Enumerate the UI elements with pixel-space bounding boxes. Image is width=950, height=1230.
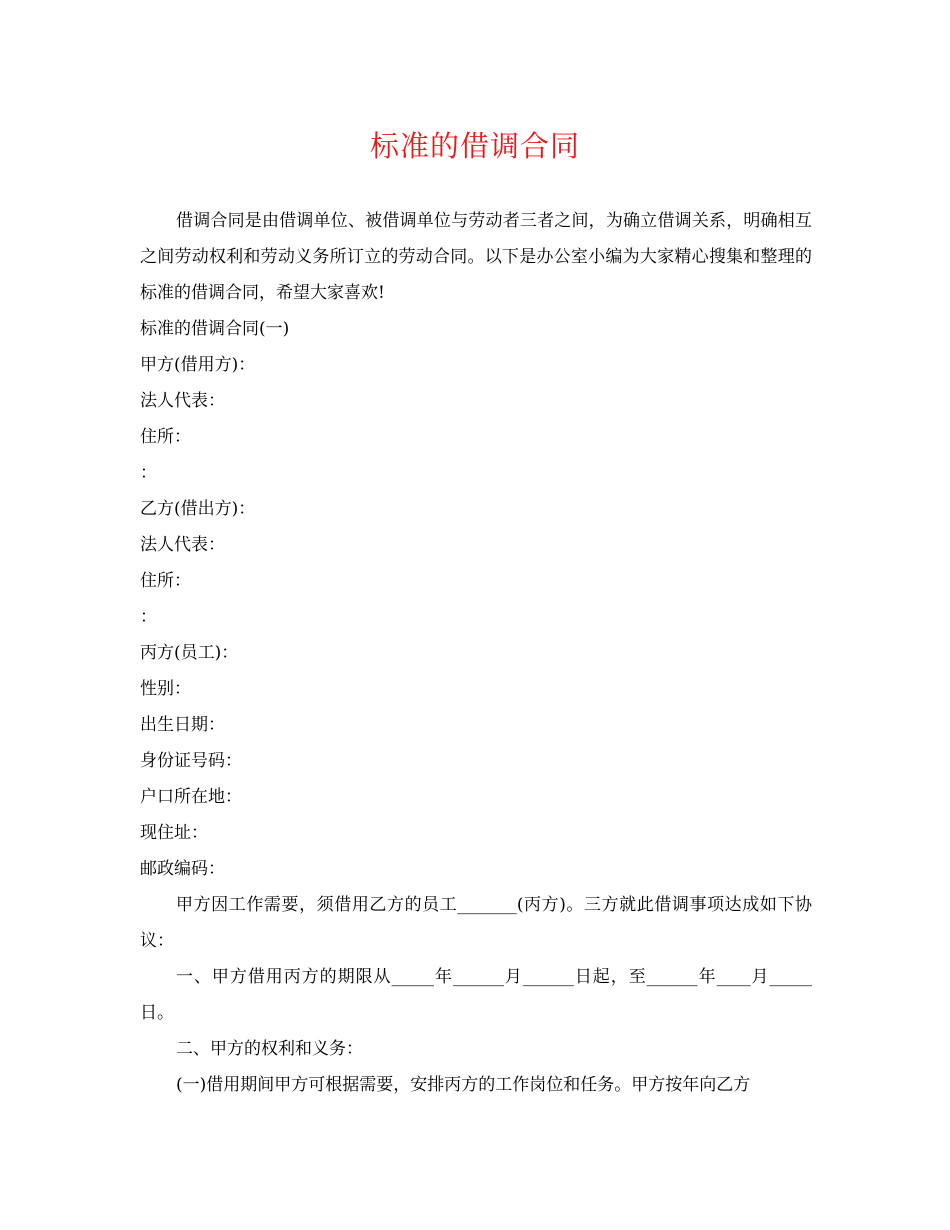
party-a-label: 甲方(借用方)：: [140, 355, 256, 375]
party-c-birth-date: 出生日期：: [140, 715, 225, 735]
party-c-current-address: 现住址：: [140, 823, 208, 843]
party-b-label: 乙方(借出方)：: [140, 499, 256, 519]
party-a-blank-field: ：: [140, 463, 157, 483]
clause-party-a-rights-heading: 二、甲方的权利和义务：: [176, 1039, 363, 1059]
party-a-address: 住所：: [140, 427, 191, 447]
clause-agreement: 甲方因工作需要，须借用乙方的员工_______(丙方)。三方就此借调事项达成如下协议：: [140, 895, 812, 951]
party-c-hukou: 户口所在地：: [140, 787, 242, 807]
party-b-legal-rep: 法人代表：: [140, 535, 225, 555]
party-c-postcode: 邮政编码：: [140, 859, 225, 879]
section-heading: 标准的借调合同(一): [140, 319, 290, 339]
document-body: [140, 203, 812, 1103]
party-c-id-number: 身份证号码：: [140, 751, 242, 771]
clause-term: 一、甲方借用丙方的期限从_____年______月______日起，至______年____月_____日。: [140, 967, 812, 1023]
party-c-label: 丙方(员工)：: [140, 643, 239, 663]
clause-party-a-rights-item-1: (一)借用期间甲方可根据需要，安排丙方的工作岗位和任务。甲方按年向乙方: [176, 1075, 751, 1095]
party-a-legal-rep: 法人代表：: [140, 391, 225, 411]
intro-paragraph: 借调合同是由借调单位、被借调单位与劳动者三者之间，为确立借调关系，明确相互之间劳动权利和劳动义务所订立的劳动合同。以下是办公室小编为大家精心搜集和整理的标准的借调合同，希望大家喜欢!: [140, 211, 812, 303]
party-b-address: 住所：: [140, 571, 191, 591]
party-c-gender: 性别：: [140, 679, 191, 699]
document-title: 标准的借调合同: [369, 129, 580, 163]
party-b-blank-field: ：: [140, 607, 157, 627]
